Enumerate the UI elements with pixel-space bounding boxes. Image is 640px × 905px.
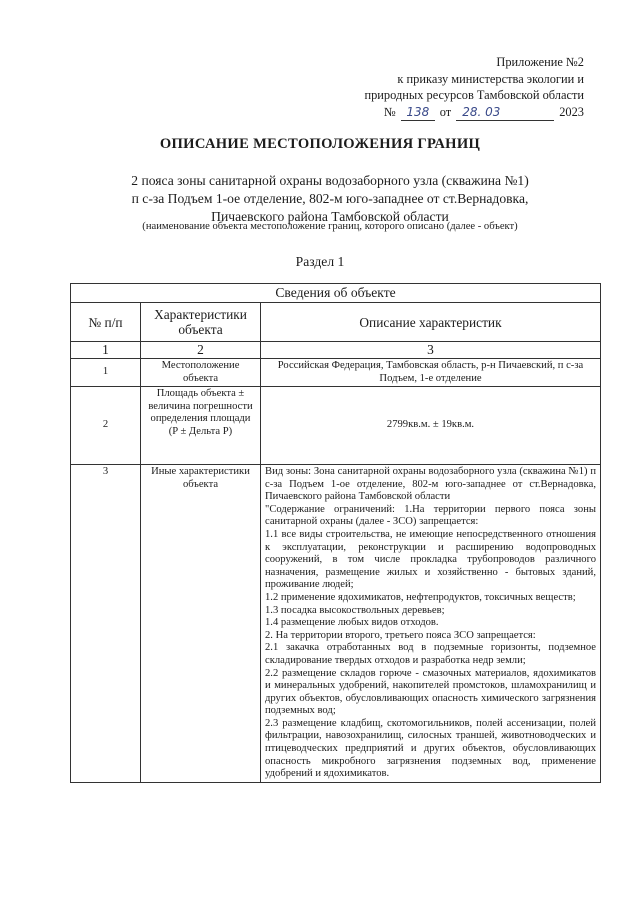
row-characteristic: Местоположение объекта xyxy=(141,359,261,387)
table-row xyxy=(71,359,601,387)
appendix-line-3: природных ресурсов Тамбовской области xyxy=(364,88,584,102)
restriction-paragraph: 1.3 посадка высокоствольных деревьев; xyxy=(265,604,445,616)
restriction-paragraph: 2.1 закачка отработанных вод в подземные горизонты, подземное складирование твердых отходов и разработка недр земли; xyxy=(265,642,596,666)
object-name-line-3: Пичаевского района Тамбовской области xyxy=(211,209,449,224)
restriction-paragraph: 2. На территории второго, третьего пояса ЗСО запрещается: xyxy=(265,629,536,641)
order-date-handwritten: 28. 03 xyxy=(456,104,554,122)
table-header-row xyxy=(71,303,601,342)
object-info-table xyxy=(70,283,601,783)
object-name-note: (наименование объекта местоположение границ, которого описано (далее - объект) xyxy=(142,221,518,232)
restriction-paragraph: 1.4 размещение любых видов отходов. xyxy=(265,617,439,629)
order-from-label: от xyxy=(439,104,452,119)
object-name-line-1: 2 пояса зоны санитарной охраны водозаборного узла (скважина №1) xyxy=(131,173,529,188)
index-cell: 3 xyxy=(261,342,601,359)
row-characteristic: Площадь объекта ± величина погрешности определения площади (P ± Дельта P) xyxy=(141,387,261,465)
restriction-paragraph: 1.2 применение ядохимикатов, нефтепродуктов, токсичных веществ; xyxy=(265,591,576,603)
header-number: № п/п xyxy=(71,303,141,342)
appendix-line-2: к приказу министерства экологии и xyxy=(397,71,584,86)
restriction-paragraph: 1.1 все виды строительства, не имеющие непосредственного отношения к эксплуатации, реконструкции и расширению водопроводных сооружений, в том числе прокладка трубопроводов различного назначения, размещение жилых и хозяйственно - бытовых зданий, проживание людей; xyxy=(265,528,596,591)
object-name xyxy=(70,172,590,226)
table-index-row xyxy=(71,342,601,359)
restriction-paragraph: "Содержание ограничений: 1.На территории первого пояса зоны санитарной охраны (далее - ЗСО) запрещается: xyxy=(265,503,596,528)
section-heading: Раздел 1 xyxy=(295,254,345,269)
restriction-paragraph: 2.2 размещение складов горюче - смазочных материалов, ядохимикатов и минеральных удобрений, накопителей промстоков, шламохранилищ и других объектов, обусловливающих опасность химического загрязнения подземных вод; xyxy=(265,667,596,717)
order-no-label: № xyxy=(383,104,396,119)
restriction-paragraph: Вид зоны: Зона санитарной охраны водозаборного узла (скважина №1) п с-за Подъем 1-ое отделение, 802-м юго-западнее от ст.Вернадовка, Пичаевского района Тамбовской области xyxy=(265,466,596,503)
table-row xyxy=(71,387,601,465)
row-value: 2799кв.м. ± 19кв.м. xyxy=(261,387,601,465)
table-caption-row xyxy=(71,284,601,303)
table-row xyxy=(71,465,601,783)
restriction-paragraph: 2.3 размещение кладбищ, скотомогильников, полей ассенизации, полей фильтрации, навозохранилищ, силосных траншей, животноводческих и птицеводческих предприятий и других объектов, обусловливающих опасность микробного загрязнения подземных вод, применение удобрений и ядохимикатов. xyxy=(265,717,596,780)
order-number-line xyxy=(364,104,584,122)
row-value-restrictions xyxy=(261,465,601,783)
order-year: 2023 xyxy=(559,104,584,119)
index-cell: 1 xyxy=(71,342,141,359)
header-description: Описание характеристик xyxy=(261,303,601,342)
row-number: 2 xyxy=(71,387,141,465)
table-caption: Сведения об объекте xyxy=(71,284,601,303)
order-no-handwritten: 138 xyxy=(401,104,435,122)
index-cell: 2 xyxy=(141,342,261,359)
header-characteristics: Характеристики объекта xyxy=(141,303,261,342)
appendix-line-1: Приложение №2 xyxy=(496,55,584,69)
row-number: 1 xyxy=(71,359,141,387)
row-characteristic: Иные характеристики объекта xyxy=(141,465,261,783)
object-name-line-2: п с-за Подъем 1-ое отделение, 802-м юго-западнее от ст.Вернадовка, xyxy=(131,191,529,206)
appendix-header xyxy=(364,54,584,121)
row-value: Российская Федерация, Тамбовская область, р-н Пичаевский, п с-за Подъем, 1-е отделение xyxy=(261,359,601,387)
row-number: 3 xyxy=(71,465,141,783)
document-title: ОПИСАНИЕ МЕСТОПОЛОЖЕНИЯ ГРАНИЦ xyxy=(159,136,481,152)
